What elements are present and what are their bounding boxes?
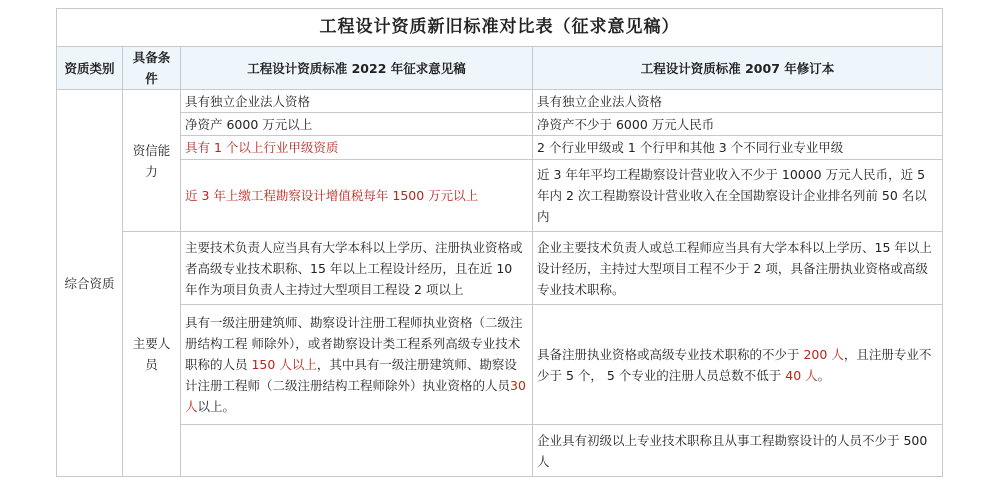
header-condition: 具备条件 bbox=[123, 47, 181, 90]
highlight-number: 40 人 bbox=[785, 367, 818, 383]
text-segment: 具有一级注册建筑师、勘察设计注册工程师执业资格（二级注册结构工程 师除外），或者勘察设计类工程系列高级专业技术职称的人员 bbox=[185, 315, 523, 372]
cell-new-highlight: 具有 1 个以上行业甲级资质 bbox=[181, 136, 533, 160]
group-personnel: 主要人员 bbox=[123, 232, 181, 477]
table-row bbox=[57, 160, 943, 232]
cell-old: 近 3 年年平均工程勘察设计营业收入不少于 10000 万元人民币，近 5 年内 2 次工程勘察设计营业收入在全国勘察设计企业排名列前 50 名以内 bbox=[533, 160, 943, 232]
header-2007: 工程设计资质标准 2007 年修订本 bbox=[533, 47, 943, 90]
text-segment: 具备注册执业资格或高级专业技术职称的不少于 bbox=[537, 346, 804, 362]
cell-new-rich bbox=[181, 305, 533, 425]
cell-old: 企业主要技术负责人或总工程师应当具有大学本科以上学历、15 年以上设计经历，主持过大型项目工程不少于 2 项，具备注册执业资格或高级专业技术职称。 bbox=[533, 232, 943, 305]
cell-old: 2 个行业甲级或 1 个行甲和其他 3 个不同行业专业甲级 bbox=[533, 136, 943, 160]
table-title: 工程设计资质新旧标准对比表（征求意见稿） bbox=[57, 9, 943, 47]
table-row bbox=[57, 113, 943, 136]
table-row bbox=[57, 232, 943, 305]
table-row bbox=[57, 90, 943, 113]
highlight-number: 30 人 bbox=[185, 378, 526, 414]
cell-old-rich bbox=[533, 305, 943, 425]
header-category: 资质类别 bbox=[57, 47, 123, 90]
header-2022: 工程设计资质标准 2022 年征求意见稿 bbox=[181, 47, 533, 90]
comparison-table bbox=[56, 8, 943, 477]
table-row bbox=[57, 425, 943, 477]
highlight-number: 150 人以上 bbox=[251, 357, 317, 372]
text-segment: ，且注册专业不少于 5 个， 5 个专业的注册人员总数不低于 bbox=[537, 346, 932, 383]
comparison-table-sheet bbox=[56, 8, 942, 494]
highlight-number: 200 人 bbox=[803, 346, 844, 362]
table-row bbox=[57, 305, 943, 425]
text-segment: ，其中具有一级注册建筑师、勘察设计注册工程师（二级注册结构工程师除外）执业资格的人员 bbox=[185, 357, 517, 393]
cell-old: 具有独立企业法人资格 bbox=[533, 90, 943, 113]
cell-old: 企业具有初级以上专业技术职称且从事工程勘察设计的人员不少于 500 人 bbox=[533, 425, 943, 477]
header-row bbox=[57, 47, 943, 90]
cell-new: 主要技术负责人应当具有大学本科以上学历、注册执业资格或者高级专业技术职称、15 年以上工程设计经历，且在近 10 年作为项目负责人主持过大型项目工程设 2 项以上 bbox=[181, 232, 533, 305]
text-segment: 以上。 bbox=[197, 399, 236, 414]
cell-new-empty bbox=[181, 425, 533, 477]
cell-new: 净资产 6000 万元以上 bbox=[181, 113, 533, 136]
group-credit: 资信能力 bbox=[123, 90, 181, 232]
category-cell: 综合资质 bbox=[57, 90, 123, 477]
table-row bbox=[57, 136, 943, 160]
cell-new-highlight: 近 3 年上缴工程勘察设计增值税每年 1500 万元以上 bbox=[181, 160, 533, 232]
cell-old: 净资产不少于 6000 万元人民币 bbox=[533, 113, 943, 136]
cell-new: 具有独立企业法人资格 bbox=[181, 90, 533, 113]
text-segment: 。 bbox=[817, 367, 831, 383]
